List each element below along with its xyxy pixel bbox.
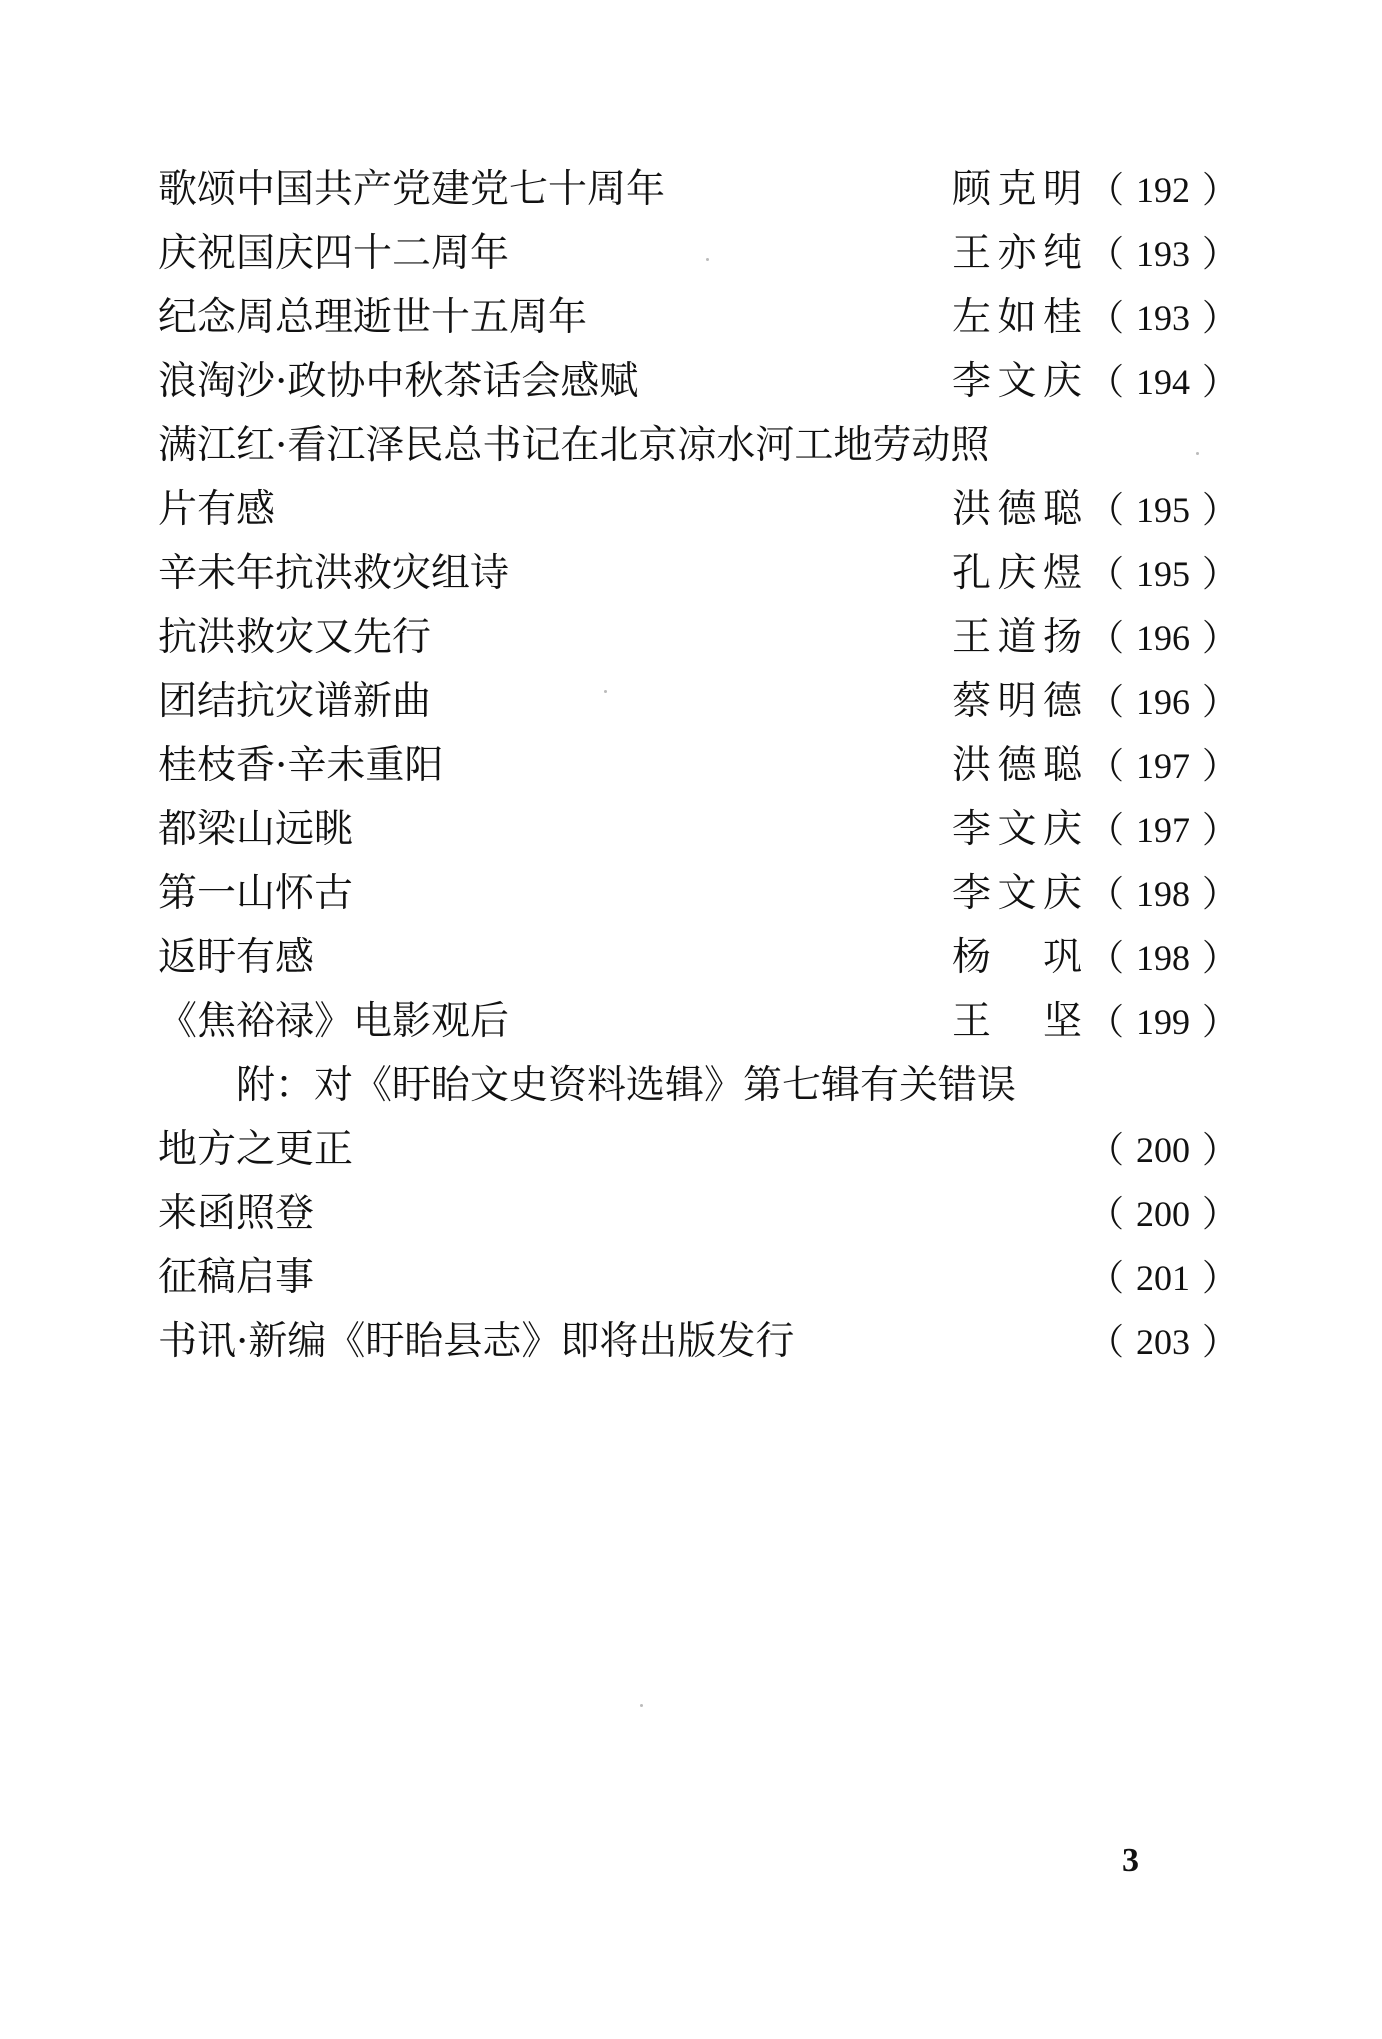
paren-open: （ <box>1088 682 1125 722</box>
page-number: 3 <box>1122 1842 1139 1879</box>
paren-open: （ <box>1088 1130 1125 1170</box>
toc-entry <box>158 862 1238 926</box>
entry-author: 李文庆 <box>952 871 1082 916</box>
paren-close: ） <box>1201 810 1238 850</box>
paren-open: （ <box>1088 746 1125 786</box>
entry-author: 蔡明德 <box>952 679 1082 724</box>
scan-speck <box>604 690 607 693</box>
dot-leader <box>318 926 948 990</box>
entry-author: 孔庆煜 <box>952 551 1082 596</box>
paren-close: ） <box>1201 682 1238 722</box>
entry-title: 浪淘沙·政协中秋茶话会感赋 <box>158 359 639 404</box>
paren-open: （ <box>1088 618 1125 658</box>
paren-open: （ <box>1088 810 1125 850</box>
entry-page <box>1088 1118 1238 1182</box>
toc-entry <box>158 990 1238 1054</box>
entry-page <box>1088 798 1238 862</box>
page-num: 201 <box>1136 1258 1191 1298</box>
paren-close: ） <box>1201 1130 1238 1170</box>
toc-entry <box>158 670 1238 734</box>
paren-close: ） <box>1201 1322 1238 1362</box>
entry-page <box>1088 990 1238 1054</box>
toc-entry <box>158 926 1238 990</box>
entry-page <box>1088 734 1238 798</box>
entry-page <box>1088 222 1238 286</box>
dot-leader <box>435 606 948 670</box>
scan-speck <box>706 258 709 261</box>
paren-open: （ <box>1088 490 1125 530</box>
dot-leader <box>357 862 948 926</box>
entry-author: 李文庆 <box>952 359 1082 404</box>
dot-leader <box>513 222 948 286</box>
entry-page <box>1088 158 1238 222</box>
entry-author: 左如桂 <box>952 295 1082 340</box>
table-of-contents <box>158 158 1238 1374</box>
toc-entry <box>158 798 1238 862</box>
entry-author: 王亦纯 <box>952 231 1082 276</box>
toc-entry <box>158 734 1238 798</box>
entry-title: 满江红·看江泽民总书记在北京凉水河工地劳动照 <box>158 423 990 468</box>
entry-page <box>1088 286 1238 350</box>
entry-title: 第一山怀古 <box>158 871 354 916</box>
entry-title: 抗洪救灾又先行 <box>158 615 432 660</box>
toc-entry <box>158 1310 1238 1374</box>
dot-leader <box>513 990 948 1054</box>
scan-speck <box>1196 452 1199 455</box>
page-num: 196 <box>1136 682 1191 722</box>
entry-title: 返盱有感 <box>158 935 315 980</box>
entry-title: 附：对《盱眙文史资料选辑》第七辑有关错误 <box>236 1063 1017 1108</box>
paren-close: ） <box>1201 234 1238 274</box>
toc-entry <box>158 350 1238 414</box>
entry-author: 洪德聪 <box>952 743 1082 788</box>
dot-leader <box>591 286 948 350</box>
dot-leader <box>357 798 948 862</box>
paren-open: （ <box>1088 170 1125 210</box>
page-num: 193 <box>1136 298 1191 338</box>
entry-title: 桂枝香·辛未重阳 <box>158 743 444 788</box>
paren-close: ） <box>1201 618 1238 658</box>
toc-entry <box>158 286 1238 350</box>
dot-leader <box>318 1246 1084 1310</box>
paren-open: （ <box>1088 1194 1125 1234</box>
dot-leader <box>513 542 948 606</box>
toc-entry <box>158 1246 1238 1310</box>
paren-close: ） <box>1201 298 1238 338</box>
entry-title: 庆祝国庆四十二周年 <box>158 231 510 276</box>
paren-open: （ <box>1088 554 1125 594</box>
entry-title: 《焦裕禄》电影观后 <box>158 999 510 1044</box>
dot-leader <box>642 350 948 414</box>
paren-close: ） <box>1201 1002 1238 1042</box>
paren-close: ） <box>1201 874 1238 914</box>
paren-open: （ <box>1088 1258 1125 1298</box>
dot-leader <box>318 1182 1084 1246</box>
entry-author: 顾克明 <box>952 167 1082 212</box>
toc-entry <box>158 606 1238 670</box>
toc-entry <box>158 478 1238 542</box>
entry-title: 团结抗灾谱新曲 <box>158 679 432 724</box>
entry-page <box>1088 1182 1238 1246</box>
dot-leader <box>357 1118 1084 1182</box>
entry-title: 辛未年抗洪救灾组诗 <box>158 551 510 596</box>
toc-entry <box>158 1182 1238 1246</box>
entry-author: 洪德聪 <box>952 487 1082 532</box>
paren-open: （ <box>1088 1002 1125 1042</box>
dot-leader <box>435 670 948 734</box>
entry-page <box>1088 670 1238 734</box>
paren-close: ） <box>1201 1258 1238 1298</box>
paren-close: ） <box>1201 490 1238 530</box>
page-num: 198 <box>1136 874 1191 914</box>
entry-page <box>1088 1246 1238 1310</box>
dot-leader <box>279 478 948 542</box>
entry-author: 杨 巩 <box>952 935 1082 980</box>
entry-page <box>1088 862 1238 926</box>
page-num: 200 <box>1136 1194 1191 1234</box>
page-num: 192 <box>1136 170 1191 210</box>
toc-entry <box>158 158 1238 222</box>
paren-close: ） <box>1201 938 1238 978</box>
page-num: 200 <box>1136 1130 1191 1170</box>
paren-close: ） <box>1201 170 1238 210</box>
page-num: 198 <box>1136 938 1191 978</box>
entry-title: 歌颂中国共产党建党七十周年 <box>158 167 666 212</box>
entry-author: 王道扬 <box>952 615 1082 660</box>
dot-leader <box>798 1310 1084 1374</box>
entry-title: 纪念周总理逝世十五周年 <box>158 295 588 340</box>
paren-open: （ <box>1088 298 1125 338</box>
entry-title: 来函照登 <box>158 1191 315 1236</box>
toc-entry <box>158 222 1238 286</box>
entry-author: 王 坚 <box>952 999 1082 1044</box>
toc-entry <box>158 1118 1238 1182</box>
page-num: 203 <box>1136 1322 1191 1362</box>
page-num: 197 <box>1136 810 1191 850</box>
entry-page <box>1088 478 1238 542</box>
toc-entry <box>158 542 1238 606</box>
page-num: 195 <box>1136 554 1191 594</box>
entry-title: 片有感 <box>158 487 276 532</box>
dot-leader <box>447 734 948 798</box>
toc-entry-first-line <box>158 1054 1238 1118</box>
paren-close: ） <box>1201 746 1238 786</box>
entry-page <box>1088 926 1238 990</box>
paren-close: ） <box>1201 1194 1238 1234</box>
paren-open: （ <box>1088 938 1125 978</box>
paren-close: ） <box>1201 362 1238 402</box>
paren-open: （ <box>1088 234 1125 274</box>
dot-leader <box>669 158 948 222</box>
page-num: 196 <box>1136 618 1191 658</box>
entry-page <box>1088 1310 1238 1374</box>
page-num: 195 <box>1136 490 1191 530</box>
entry-title: 书讯·新编《盱眙县志》即将出版发行 <box>158 1319 795 1364</box>
entry-page <box>1088 542 1238 606</box>
page-num: 197 <box>1136 746 1191 786</box>
entry-title: 地方之更正 <box>158 1127 354 1172</box>
paren-open: （ <box>1088 1322 1125 1362</box>
scan-speck <box>640 1704 643 1707</box>
entry-author: 李文庆 <box>952 807 1082 852</box>
entry-page <box>1088 606 1238 670</box>
paren-close: ） <box>1201 554 1238 594</box>
entry-title: 征稿启事 <box>158 1255 315 1300</box>
entry-title: 都梁山远眺 <box>158 807 354 852</box>
paren-open: （ <box>1088 362 1125 402</box>
page-num: 193 <box>1136 234 1191 274</box>
page-num: 194 <box>1136 362 1191 402</box>
paren-open: （ <box>1088 874 1125 914</box>
toc-entry-first-line <box>158 414 1238 478</box>
page-num: 199 <box>1136 1002 1191 1042</box>
entry-page <box>1088 350 1238 414</box>
